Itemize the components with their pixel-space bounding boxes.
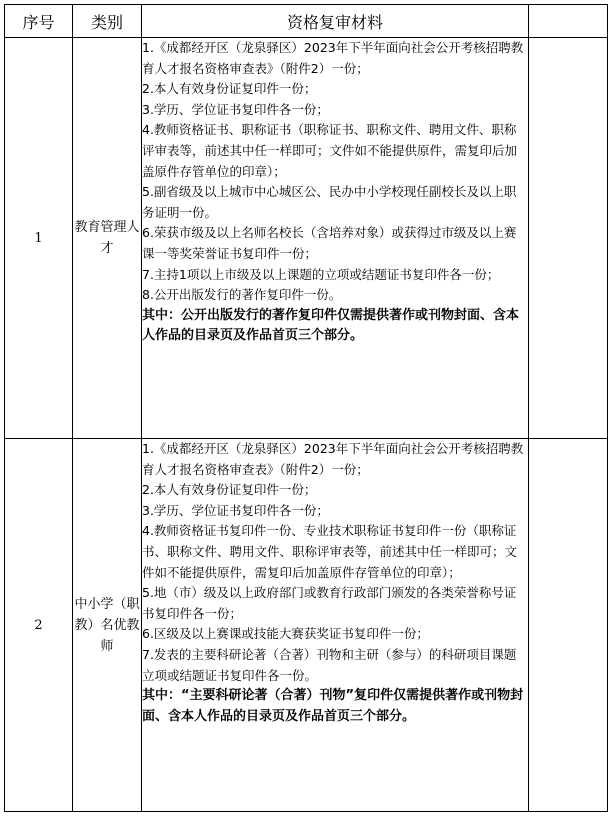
row-category: 中小学（职教）名优教师 xyxy=(73,439,142,812)
header-materials: 资格复审材料 xyxy=(142,5,529,38)
row-category: 教育管理人才 xyxy=(73,38,142,439)
material-item: 5.副省级及以上城市中心城区公、民办中小学校现任副校长及以上职务证明一份。 xyxy=(142,184,517,220)
material-item: 1.《成都经开区（龙泉驿区）2023年下半年面向社会公开考核招聘教育人才报名资格审查表》（附件2）一份； xyxy=(142,441,524,477)
header-extra xyxy=(529,5,608,38)
row-extra xyxy=(529,38,608,439)
material-item: 5.地（市）级及以上政府部门或教育行政部门颁发的各类荣誉称号证书复印件各一份； xyxy=(142,585,517,621)
material-note: 其中：公开出版发行的著作复印件仅需提供著作或刊物封面、含本人作品的目录页及作品首页三个部分。 xyxy=(142,307,520,344)
material-item: 2.本人有效身份证复印件一份； xyxy=(142,81,317,97)
table-row xyxy=(5,439,608,812)
material-item: 8.公开出版发行的著作复印件一份。 xyxy=(142,287,342,303)
row-number: 2 xyxy=(5,439,73,812)
row-materials xyxy=(142,439,529,812)
qualification-review-table xyxy=(4,4,608,812)
material-item: 1.《成都经开区（龙泉驿区）2023年下半年面向社会公开考核招聘教育人才报名资格审查表》（附件2）一份； xyxy=(142,40,524,76)
row-extra xyxy=(529,439,608,812)
material-item: 4.教师资格证书、职称证书（职称证书、职称文件、聘用文件、职称评审表等，前述其中任一样即可；文件如不能提供原件，需复印后加盖原件存管单位的印章）； xyxy=(142,122,518,179)
material-item: 2.本人有效身份证复印件一份； xyxy=(142,482,317,498)
material-note: 其中：“主要科研论著（合著）刊物”复印件仅需提供著作或刊物封面、含本人作品的目录页及作品首页三个部分。 xyxy=(142,688,524,724)
material-item: 7.主持1项以上市级及以上课题的立项或结题证书复印件各一份； xyxy=(142,266,500,282)
material-item: 3.学历、学位证书复印件各一份； xyxy=(142,502,329,518)
material-item: 7.发表的主要科研论著（合著）刊物和主研（参与）的科研项目课题立项或结题证书复印件各一份。 xyxy=(142,646,517,683)
row-number: 1 xyxy=(5,38,73,439)
header-no: 序号 xyxy=(5,5,73,38)
material-item: 6.区级及以上赛课或技能大赛获奖证书复印件一份； xyxy=(142,626,429,642)
material-item: 6.荣获市级及以上名师名校长（含培养对象）或获得过市级及以上赛课一等奖荣誉证书复印件一份； xyxy=(142,225,517,261)
table-header-row xyxy=(5,5,608,38)
header-category: 类别 xyxy=(73,5,142,38)
material-item: 4.教师资格证书复印件一份、专业技术职称证书复印件一份（职称证书、职称文件、聘用文件、职称评审表等，前述其中任一样即可；文件如不能提供原件，需复印后加盖原件存管单位的印章）； xyxy=(142,523,518,580)
material-item: 3.学历、学位证书复印件各一份； xyxy=(142,101,329,117)
row-materials xyxy=(142,38,529,439)
table-row xyxy=(5,38,608,439)
